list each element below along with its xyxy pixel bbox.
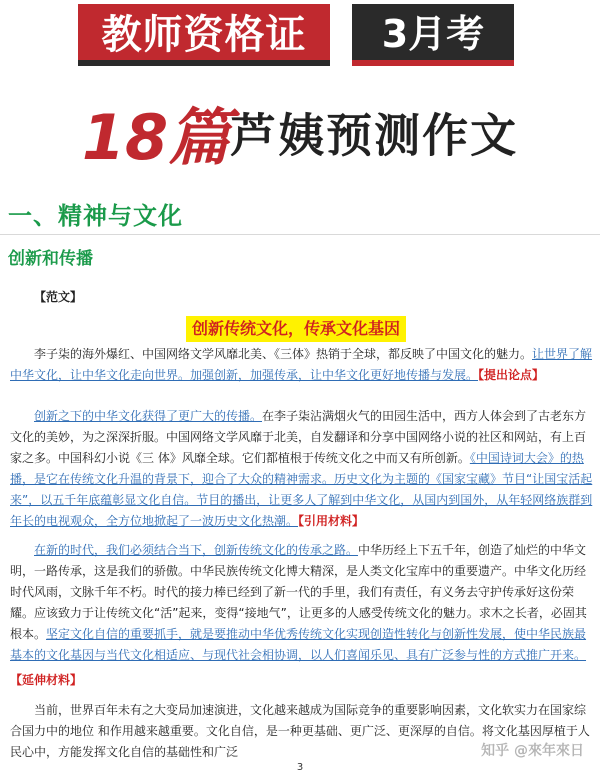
tag-thesis: 【提出论点】 [478, 368, 545, 382]
main-title-number: 18篇 [81, 101, 231, 174]
paragraph-3-text: 中华历经上下五千年，创造了灿烂的中华文明，一路传承，这是我们的骄傲。中华民族传统文化博大精深，是人类文化宝库中的重要遗产。中华文化历经时代风雨，文脉千年不朽。时代的接力棒已经到了新一代的手里，我们有责任，有义务去守护传承好这份荣耀。应该致力于让传统文化“活”起来，变得“接地气”，让更多的人感受传统文化的魅力。求木之长者，必固其根本。 [10, 543, 587, 641]
section-divider [0, 234, 600, 235]
paragraph-2 [10, 406, 594, 532]
essay-title: 创新传统文化，传承文化基因 [186, 316, 406, 342]
banner-exam-month: 3月考 [352, 4, 514, 66]
paragraph-3-topic: 在新的时代，我们必须结合当下，创新传统文化的传承之路。 [34, 543, 359, 557]
banner-exam-name: 教师资格证 [78, 4, 330, 66]
paragraph-2-text: 在李子柒沾满烟火气的田园生活中，西方人体会到了古老东方文化的美妙，为之深深折服。中国网络文学风靡于北美，自发翻译和分享中国网络小说的社区和网站，有上百家之多。中国科幻小说《三 体》风靡全球。它们都植根于传统文化之中而又有所创新。 [10, 409, 587, 465]
paragraph-1 [10, 344, 594, 386]
main-title-text: 芦姨预测作文 [230, 108, 519, 163]
paragraph-3-conclusion: 坚定文化自信的重要抓手，就是要推动中华优秀传统文化实现创造性转化与创新性发展，使中华民族最基本的文化基因与当代文化相适应、与现代社会相协调，以人们喜闻乐见、具有广泛参与性的方式推广开来。 [10, 627, 587, 662]
sample-essay-label: 【范文】 [34, 290, 83, 304]
section-subheading: 创新和传播 [8, 249, 93, 269]
paragraph-2-example: 《中国诗词大会》的热播，是它在传统文化升温的背景下，迎合了大众的精神需求。历史文化为主题的《国家宝藏》节目“让国宝活起来”，以五千年底蕴彰显文化自信。节目的播出，让更多人了解到中华文化，从国内到国外，从年轻网络族群到年长的电视观众，全方位地掀起了一波历史文化热潮。 [10, 451, 593, 528]
tag-extend-material: 【延伸材料】 [10, 673, 83, 687]
paragraph-1-text: 李子柒的海外爆红、中国网络文学风靡北美、《三体》热销于全球，都反映了中国文化的魅力。 [34, 347, 533, 361]
paragraph-3 [10, 540, 594, 666]
paragraph-1-thesis: 让世界了解中华文化，让中华文化走向世界。加强创新，加强传承，让中华文化更好地传播与发展。 [10, 347, 593, 382]
tag-cite-material: 【引用材料】 [298, 514, 365, 528]
watermark: 知乎 @來年來日 [481, 743, 584, 759]
section-heading: 一、精神与文化 [8, 202, 183, 230]
paragraph-4: 当前，世界百年未有之大变局加速演进，文化越来越成为国际竞争的重要影响因素，文化软实力在国家综合国力中的地位 和作用越来越重要。文化自信，是一种更基础、更广泛、更深厚的自信。将文化基因厚植于人民心中，方能发挥文化自信的基础性和广泛 [10, 703, 590, 759]
paragraph-2-topic: 创新之下的中华文化获得了更广大的传播。 [34, 409, 263, 423]
page-number: 3 [296, 762, 304, 773]
main-title [0, 88, 600, 177]
